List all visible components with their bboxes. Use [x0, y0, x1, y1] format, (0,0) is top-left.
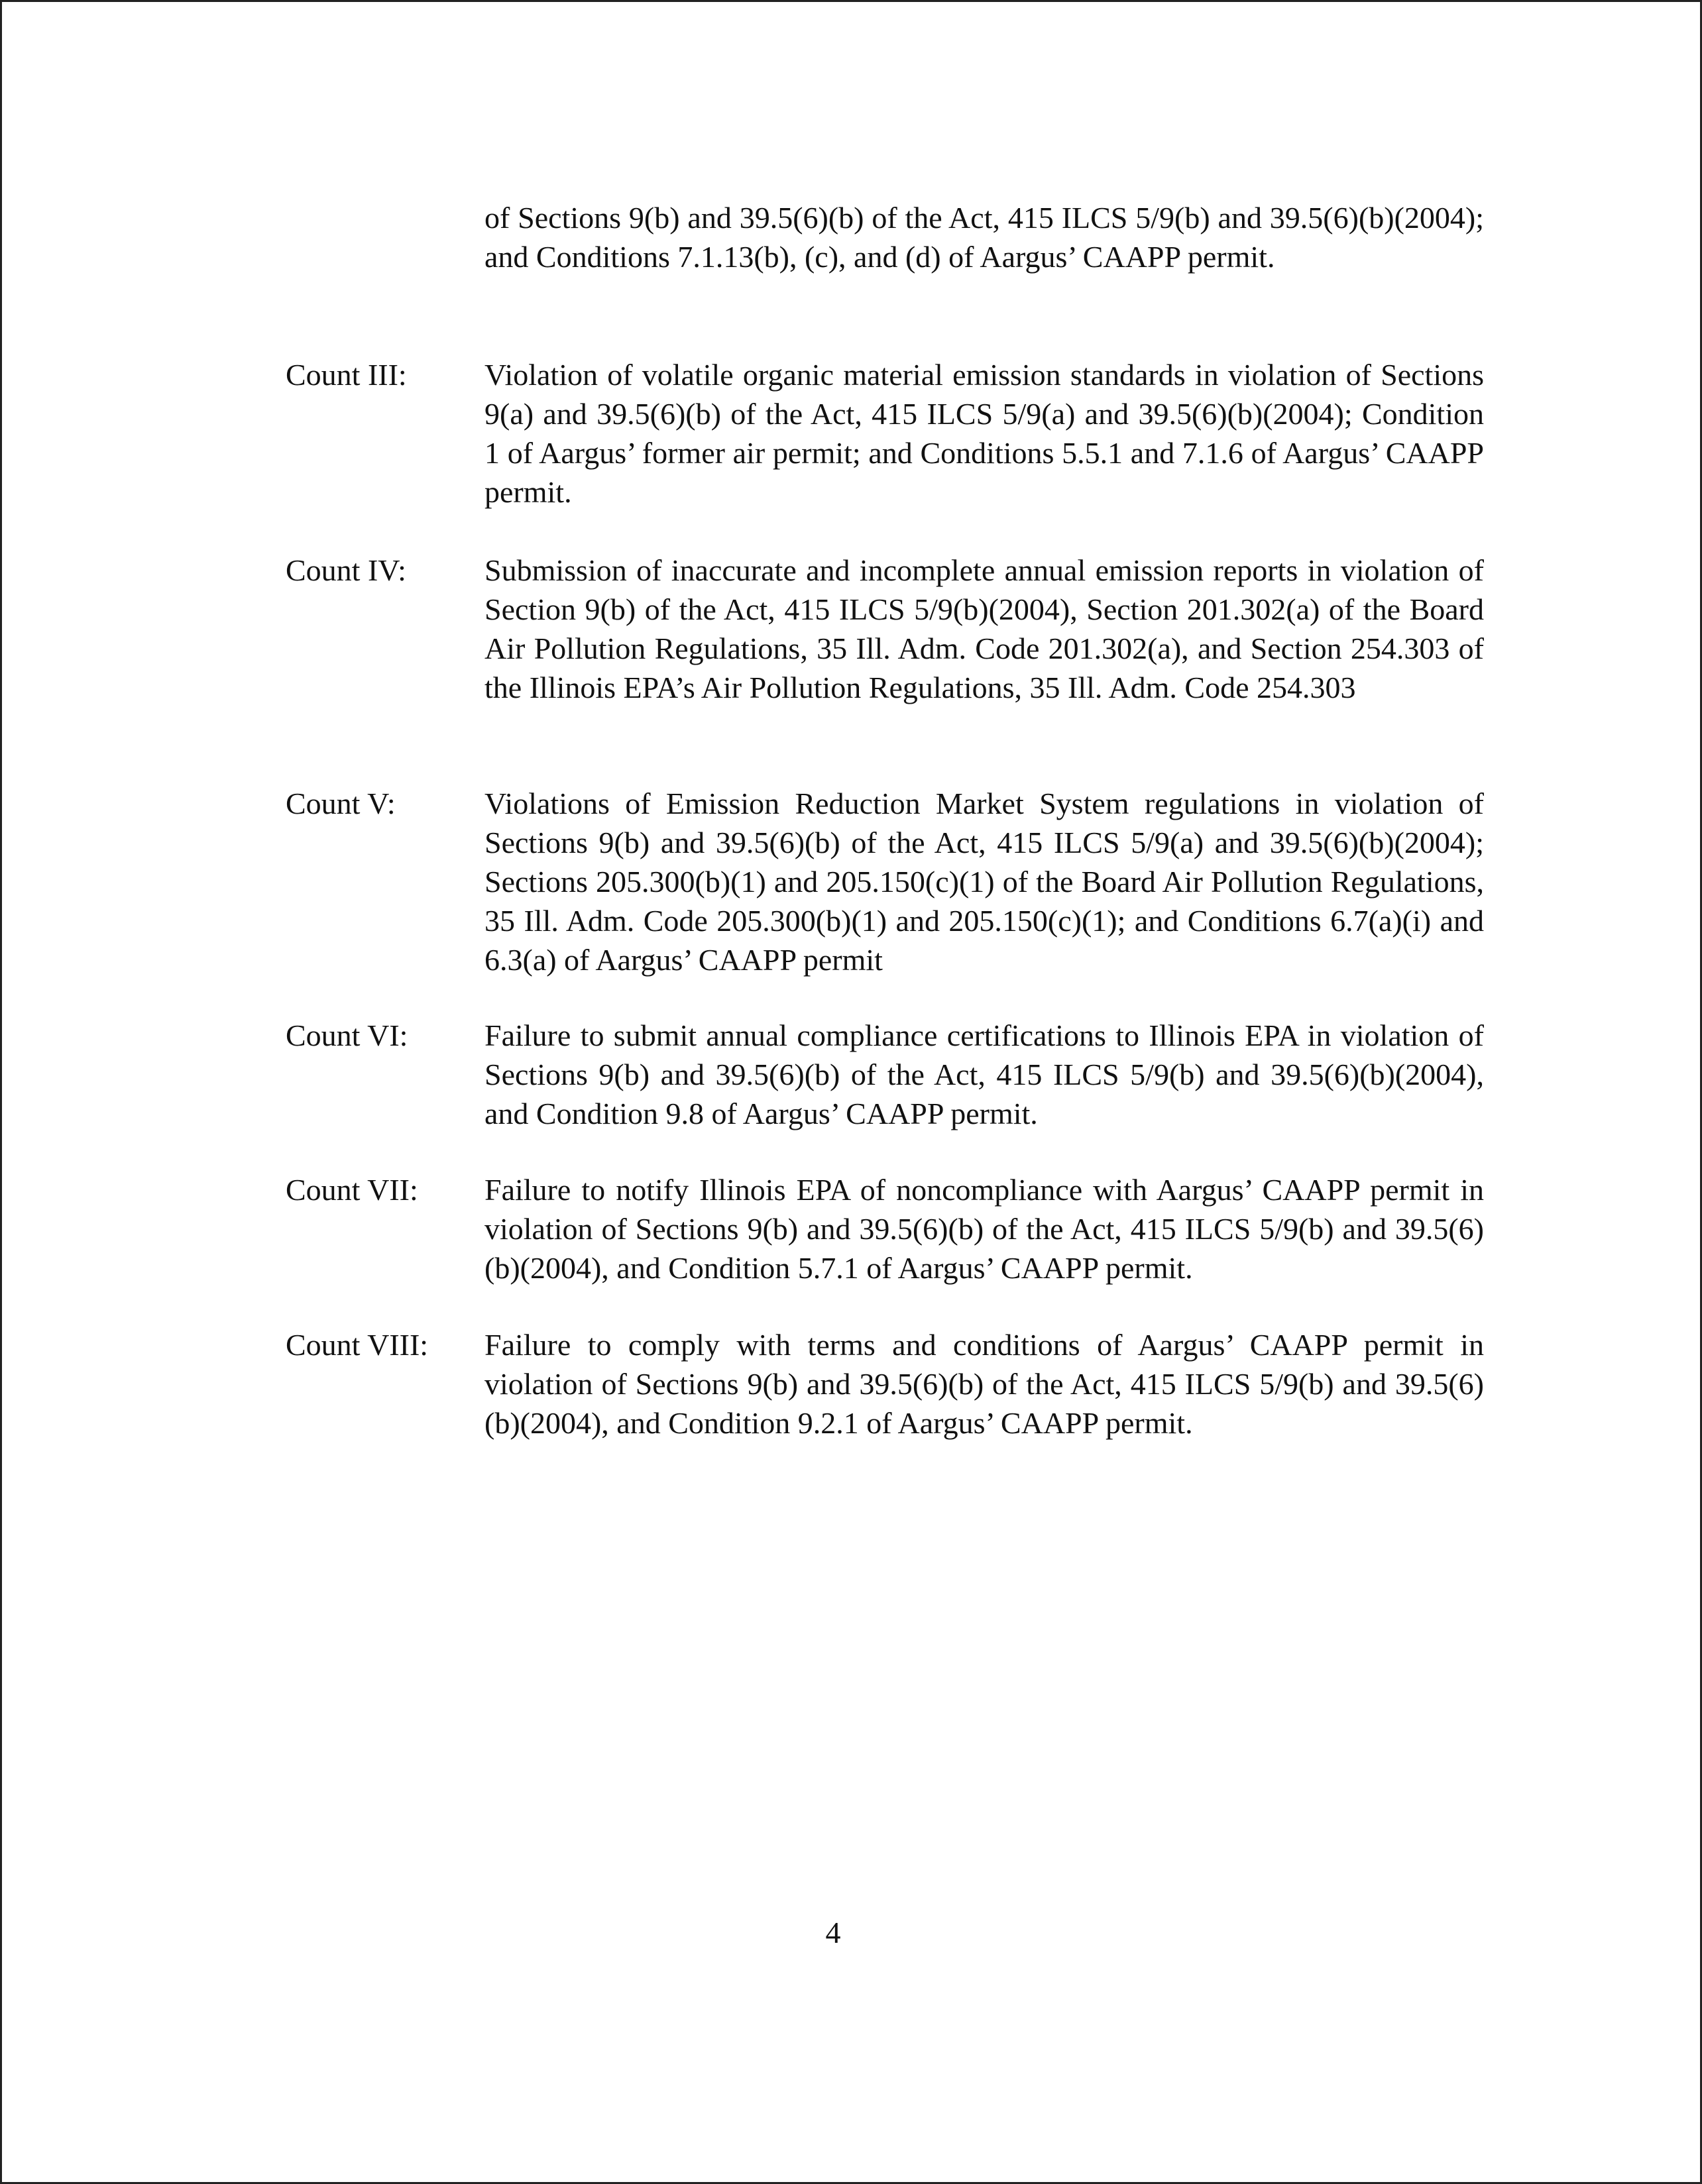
count-label: Count VIII: — [286, 1328, 429, 1362]
count-description: Submission of inaccurate and incomplete annual emission reports in violation of Section 9(b) of the Act, 415 ILCS 5/9(b)(2004), Section 201.302(a) of the Board Air Pollution Regulations, 35 Ill. Adm. Code 201.302(a), and Section 254.303 of the Illinois EPA’s Air Pollution Regulations, 35 Ill. Adm. Code 254.303 — [484, 553, 1484, 704]
count-label: Count V: — [286, 787, 396, 820]
count-description: Violations of Emission Reduction Market System regulations in violation of Sections 9(b) and 39.5(6)(b) of the Act, 415 ILCS 5/9(a) and 39.5(6)(b)(2004); Sections 205.300(b)(1) and 205.150(c)(1) of the Board Air Pollution Regulations, 35 Ill. Adm. Code 205.300(b)(1) and 205.150(c)(1); and Conditions 6.7(a)(i) and 6.3(a) of Aargus’ CAAPP permit — [484, 787, 1484, 977]
count-label: Count VI: — [286, 1018, 408, 1052]
count-description: Failure to notify Illinois EPA of noncompliance with Aargus’ CAAPP permit in violation of Sections 9(b) and 39.5(6)(b) of the Act, 415 ILCS 5/9(b) and 39.5(6)(b)(2004), and Condition 5.7.1 of Aargus’ CAAPP permit. — [484, 1173, 1484, 1285]
count-label: Count IV: — [286, 553, 406, 587]
count-description: Violation of volatile organic material emission standards in violation of Sections 9(a) and 39.5(6)(b) of the Act, 415 ILCS 5/9(a) and 39.5(6)(b)(2004); Condition 1 of Aargus’ former air permit; and Conditions 5.5.1 and 7.1.6 of Aargus’ CAAPP permit. — [484, 358, 1484, 509]
count-description: Failure to comply with terms and conditions of Aargus’ CAAPP permit in violation of Sections 9(b) and 39.5(6)(b) of the Act, 415 ILCS 5/9(b) and 39.5(6)(b)(2004), and Condition 9.2.1 of Aargus’ CAAPP permit. — [484, 1328, 1484, 1440]
count-label: Count VII: — [286, 1173, 418, 1207]
count-description: Failure to submit annual compliance certifications to Illinois EPA in violation of Sections 9(b) and 39.5(6)(b) of the Act, 415 ILCS 5/9(b) and 39.5(6)(b)(2004), and Condition 9.8 of Aargus’ CAAPP permit. — [484, 1018, 1484, 1130]
page-number: 4 — [825, 1916, 841, 1949]
continuation-paragraph: of Sections 9(b) and 39.5(6)(b) of the Act, 415 ILCS 5/9(b) and 39.5(6)(b)(2004); and Conditions 7.1.13(b), (c), and (d) of Aargus’ CAAPP permit. — [484, 201, 1484, 274]
count-label: Count III: — [286, 358, 407, 392]
